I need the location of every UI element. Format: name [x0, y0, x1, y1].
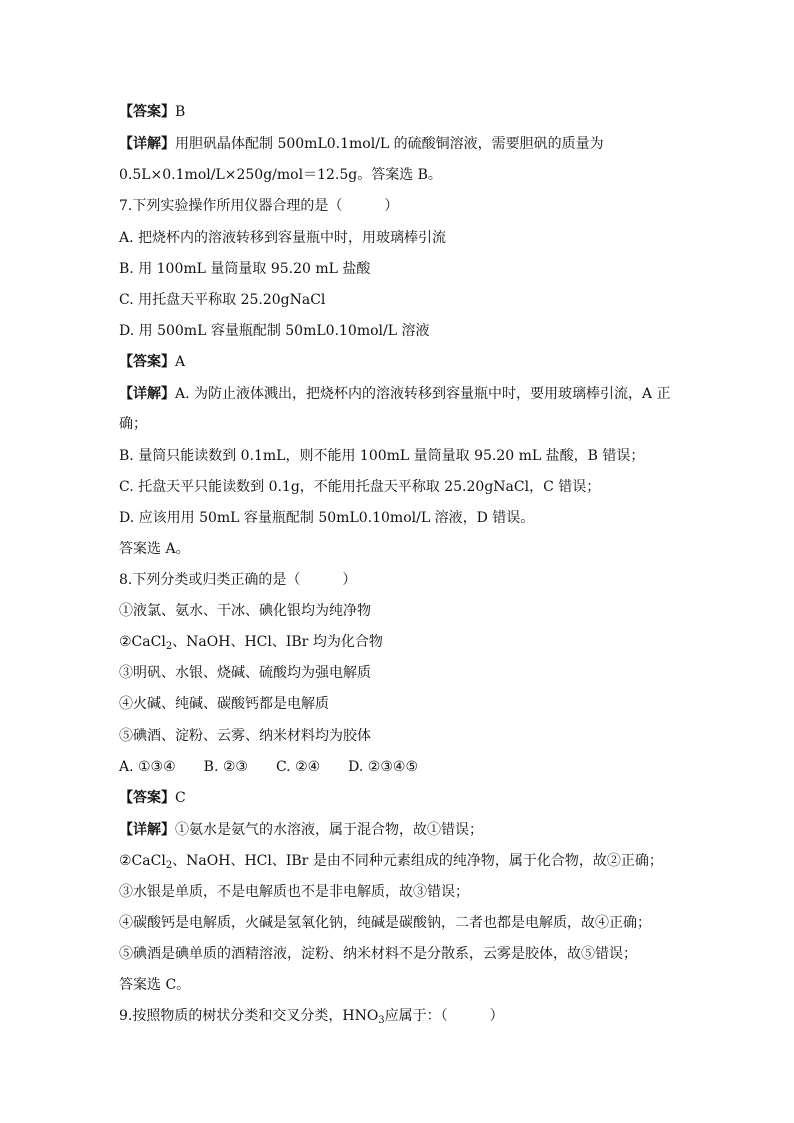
text-run: 0.5L×0.1mol/L×250g/mol＝12.5g。答案选 B。 — [119, 167, 442, 183]
text-run: 7.下列实验操作所用仪器合理的是（ ） — [119, 198, 399, 214]
text-run: D. 应该用用 50mL 容量瓶配制 50mL0.10mol/L 溶液，D 错误。 — [119, 510, 535, 526]
text-run: B — [175, 104, 186, 120]
q8-detail-line-4 — [119, 913, 679, 933]
q7-option-b — [119, 259, 679, 279]
q8-item-3 — [119, 663, 679, 683]
text-run: 8.下列分类或归类正确的是（ ） — [119, 572, 357, 588]
text-run: ④火碱、纯碱、碳酸钙都是电解质 — [119, 696, 329, 712]
text-run: A. 为防止液体溅出，把烧杯内的溶液转移到容量瓶中时，要用玻璃棒引流，A 正 — [175, 386, 671, 402]
text-run: ⑤碘酒是碘单质的酒精溶液，淀粉、纳米材料不是分散系，云雾是胶体，故⑤错误； — [119, 946, 637, 962]
section-label: 【详解】 — [119, 386, 175, 402]
q8-answer — [119, 788, 679, 808]
q8-item-2 — [119, 632, 679, 652]
text-run: A. ①③④ B. ②③ C. ②④ D. ②③④⑤ — [119, 759, 418, 775]
section-label: 【详解】 — [119, 822, 175, 838]
q8-detail-line-3 — [119, 882, 679, 902]
section-label: 【详解】 — [119, 136, 175, 152]
q8-options — [119, 757, 679, 777]
text-run: B. 量筒只能读数到 0.1mL，则不能用 100mL 量筒量取 95.20 mL 盐酸，B 错误； — [119, 448, 645, 464]
text-run: 9.按照物质的树状分类和交叉分类，HNO — [119, 1008, 379, 1024]
q7-detail-line-b — [119, 446, 679, 466]
text-run: ②CaCl — [119, 634, 166, 650]
section-label: 【答案】 — [119, 790, 175, 806]
subscript: 2 — [165, 860, 173, 871]
text-run: C. 用托盘天平称取 25.20gNaCl — [119, 292, 326, 308]
text-run: 确； — [119, 416, 147, 432]
text-run: 答案选 A。 — [119, 541, 190, 557]
text-run: ③明矾、水银、烧碱、硫酸均为强电解质 — [119, 665, 371, 681]
q8-conclusion — [119, 975, 679, 995]
text-run: C. 托盘天平只能读数到 0.1g，不能用托盘天平称取 25.20gNaCl，C 错误； — [119, 479, 601, 495]
text-run: ①氨水是氨气的水溶液，属于混合物，故①错误； — [175, 822, 483, 838]
text-run: A. 把烧杯内的溶液转移到容量瓶中时，用玻璃棒引流 — [119, 230, 447, 246]
text-run: 用胆矾晶体配制 500mL0.1mol/L 的硫酸铜溶液，需要胆矾的质量为 — [175, 136, 604, 152]
q7-option-d — [119, 321, 679, 341]
text-run: A — [175, 354, 186, 370]
text-run: ③水银是单质，不是电解质也不是非电解质，故③错误； — [119, 884, 469, 900]
q7-conclusion — [119, 539, 679, 559]
section-label: 【答案】 — [119, 354, 175, 370]
q9-stem — [119, 1006, 679, 1026]
text-run: 、NaOH、HCl、IBr 是由不同种元素组成的纯净物，属于化合物，故②正确； — [172, 853, 663, 869]
text-run: ①液氯、氨水、干冰、碘化银均为纯净物 — [119, 603, 371, 619]
q8-stem — [119, 570, 679, 590]
text-run: 、NaOH、HCl、IBr 均为化合物 — [172, 634, 383, 650]
q7-option-a — [119, 228, 679, 248]
q8-detail-line-2 — [119, 851, 679, 871]
text-run: ④碳酸钙是电解质，火碱是氢氧化钠，纯碱是碳酸钠，二者也都是电解质，故④正确； — [119, 915, 651, 931]
q7-stem — [119, 196, 679, 216]
q7-detail-line-a1 — [119, 384, 679, 404]
q7-answer — [119, 352, 679, 372]
q7-detail-line-c — [119, 477, 679, 497]
q7-detail-line-d — [119, 508, 679, 528]
text-run: 答案选 C。 — [119, 977, 191, 993]
text-run: B. 用 100mL 量筒量取 95.20 mL 盐酸 — [119, 261, 371, 277]
q8-detail-line-1 — [119, 820, 679, 840]
q8-detail-line-5 — [119, 944, 679, 964]
q8-item-1 — [119, 601, 679, 621]
q6-detail-line-1 — [119, 134, 679, 154]
subscript: 2 — [165, 641, 173, 652]
text-run: 应属于：（ ） — [384, 1008, 504, 1024]
q7-option-c — [119, 290, 679, 310]
text-run: ⑤碘酒、淀粉、云雾、纳米材料均为胶体 — [119, 728, 371, 744]
q8-item-5 — [119, 726, 679, 746]
q6-detail-line-2 — [119, 165, 679, 185]
subscript: 3 — [378, 1015, 385, 1026]
q6-answer — [119, 102, 679, 122]
text-run: ②CaCl — [119, 853, 166, 869]
section-label: 【答案】 — [119, 104, 175, 120]
text-run: C — [175, 790, 186, 806]
text-run: D. 用 500mL 容量瓶配制 50mL0.10mol/L 溶液 — [119, 323, 430, 339]
q8-item-4 — [119, 694, 679, 714]
q7-detail-line-a2 — [119, 414, 679, 434]
